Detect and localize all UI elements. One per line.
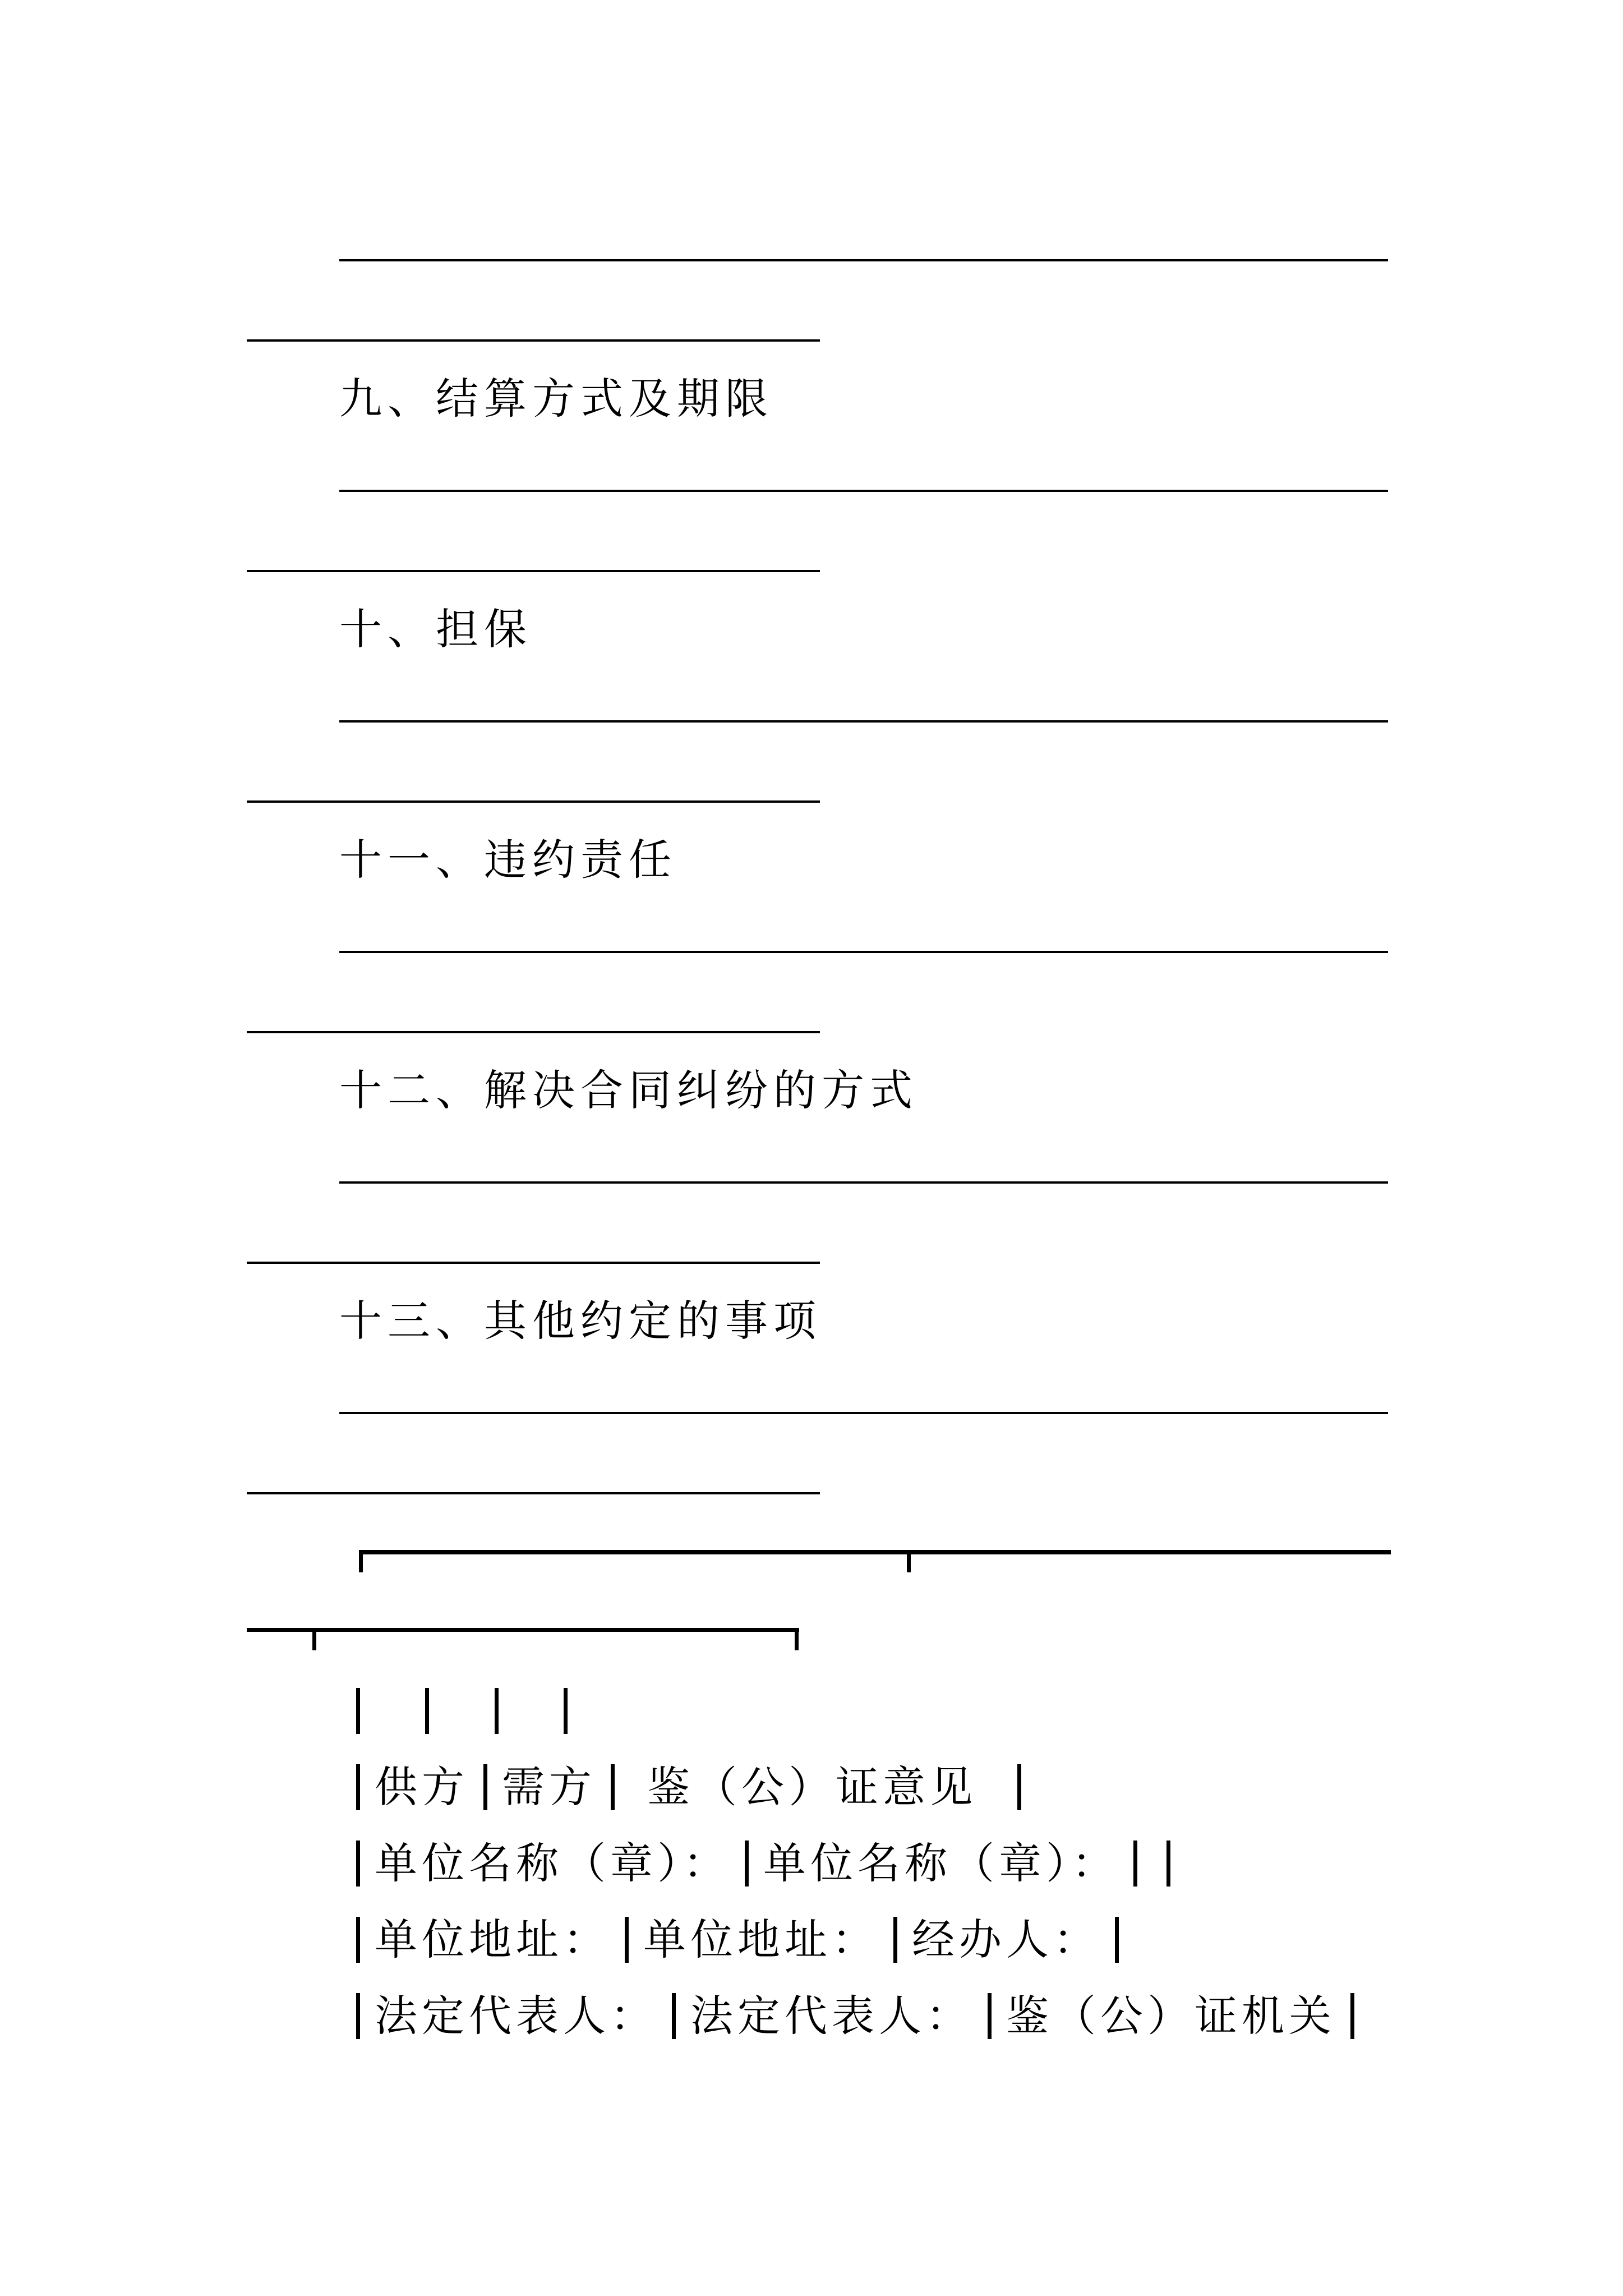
- table-border: [611, 1764, 615, 1810]
- table-cell-supplier-unit-name: 单位名称（章）：: [375, 1838, 730, 1888]
- table-border: [1350, 1993, 1354, 2039]
- fill-in-line: [339, 259, 1388, 261]
- section-heading-guarantee: 十、担保: [339, 604, 532, 654]
- table-cell-notary-authority: 鉴（公）证机关: [1006, 1991, 1336, 2041]
- table-row: [339, 1835, 1185, 1889]
- table-row: [339, 1911, 1133, 1965]
- table-border: [356, 1993, 360, 2039]
- table-border: [356, 1917, 360, 1963]
- table-border: [1166, 1841, 1170, 1887]
- fill-in-line: [339, 1412, 1388, 1414]
- table-top-border-wrap: [247, 1628, 799, 1632]
- fill-in-line: [247, 1031, 820, 1033]
- table-cell-supplier-address: 单位地址：: [375, 1915, 610, 1964]
- table-border: [745, 1841, 749, 1887]
- table-row: [339, 1759, 1036, 1812]
- fill-in-line: [247, 339, 820, 342]
- table-cell-supplier-legal-rep: 法定代表人：: [375, 1991, 657, 2041]
- fill-in-line: [247, 570, 820, 572]
- table-border: [1115, 1917, 1119, 1963]
- section-heading-liability: 十一、违约责任: [339, 835, 677, 885]
- table-top-border: [359, 1550, 1391, 1554]
- section-heading-dispute-resolution: 十二、解决合同纠纷的方式: [339, 1065, 918, 1115]
- table-row: [339, 1987, 1369, 2041]
- fill-in-line: [247, 800, 820, 803]
- table-border: [1133, 1841, 1137, 1887]
- table-corner: [795, 1628, 799, 1650]
- section-heading-settlement: 九、结算方式及期限: [339, 374, 773, 424]
- table-border: [564, 1688, 568, 1734]
- table-cell-supplier: 供方: [375, 1762, 469, 1812]
- fill-in-line: [339, 1181, 1388, 1184]
- fill-in-line: [247, 1492, 820, 1494]
- fill-in-line: [339, 490, 1388, 492]
- table-border: [625, 1917, 629, 1963]
- table-corner: [359, 1550, 363, 1572]
- table-cell-notary-opinion: 鉴（公）证意见: [629, 1762, 995, 1812]
- fill-in-line: [247, 1262, 820, 1264]
- table-border: [425, 1688, 429, 1734]
- table-divider-tick: [312, 1628, 316, 1650]
- table-cell-buyer: 需方: [502, 1762, 596, 1812]
- table-cell-buyer-legal-rep: 法定代表人：: [690, 1991, 973, 2041]
- table-divider-tick: [907, 1550, 911, 1572]
- fill-in-line: [339, 951, 1388, 953]
- section-heading-other-matters: 十三、其他约定的事项: [339, 1296, 822, 1346]
- table-border: [495, 1688, 499, 1734]
- table-border: [672, 1993, 676, 2039]
- table-border: [988, 1993, 992, 2039]
- table-border: [893, 1917, 897, 1963]
- fill-in-line: [339, 720, 1388, 723]
- table-border: [483, 1764, 487, 1810]
- table-cell-buyer-address: 单位地址：: [643, 1915, 879, 1964]
- table-border: [1017, 1764, 1021, 1810]
- table-border: [356, 1764, 360, 1810]
- table-cell-buyer-unit-name: 单位名称（章）：: [763, 1838, 1119, 1888]
- table-border: [356, 1841, 360, 1887]
- table-cell-handler: 经办人：: [912, 1915, 1100, 1964]
- table-border: [356, 1688, 360, 1734]
- table-row: [339, 1682, 582, 1734]
